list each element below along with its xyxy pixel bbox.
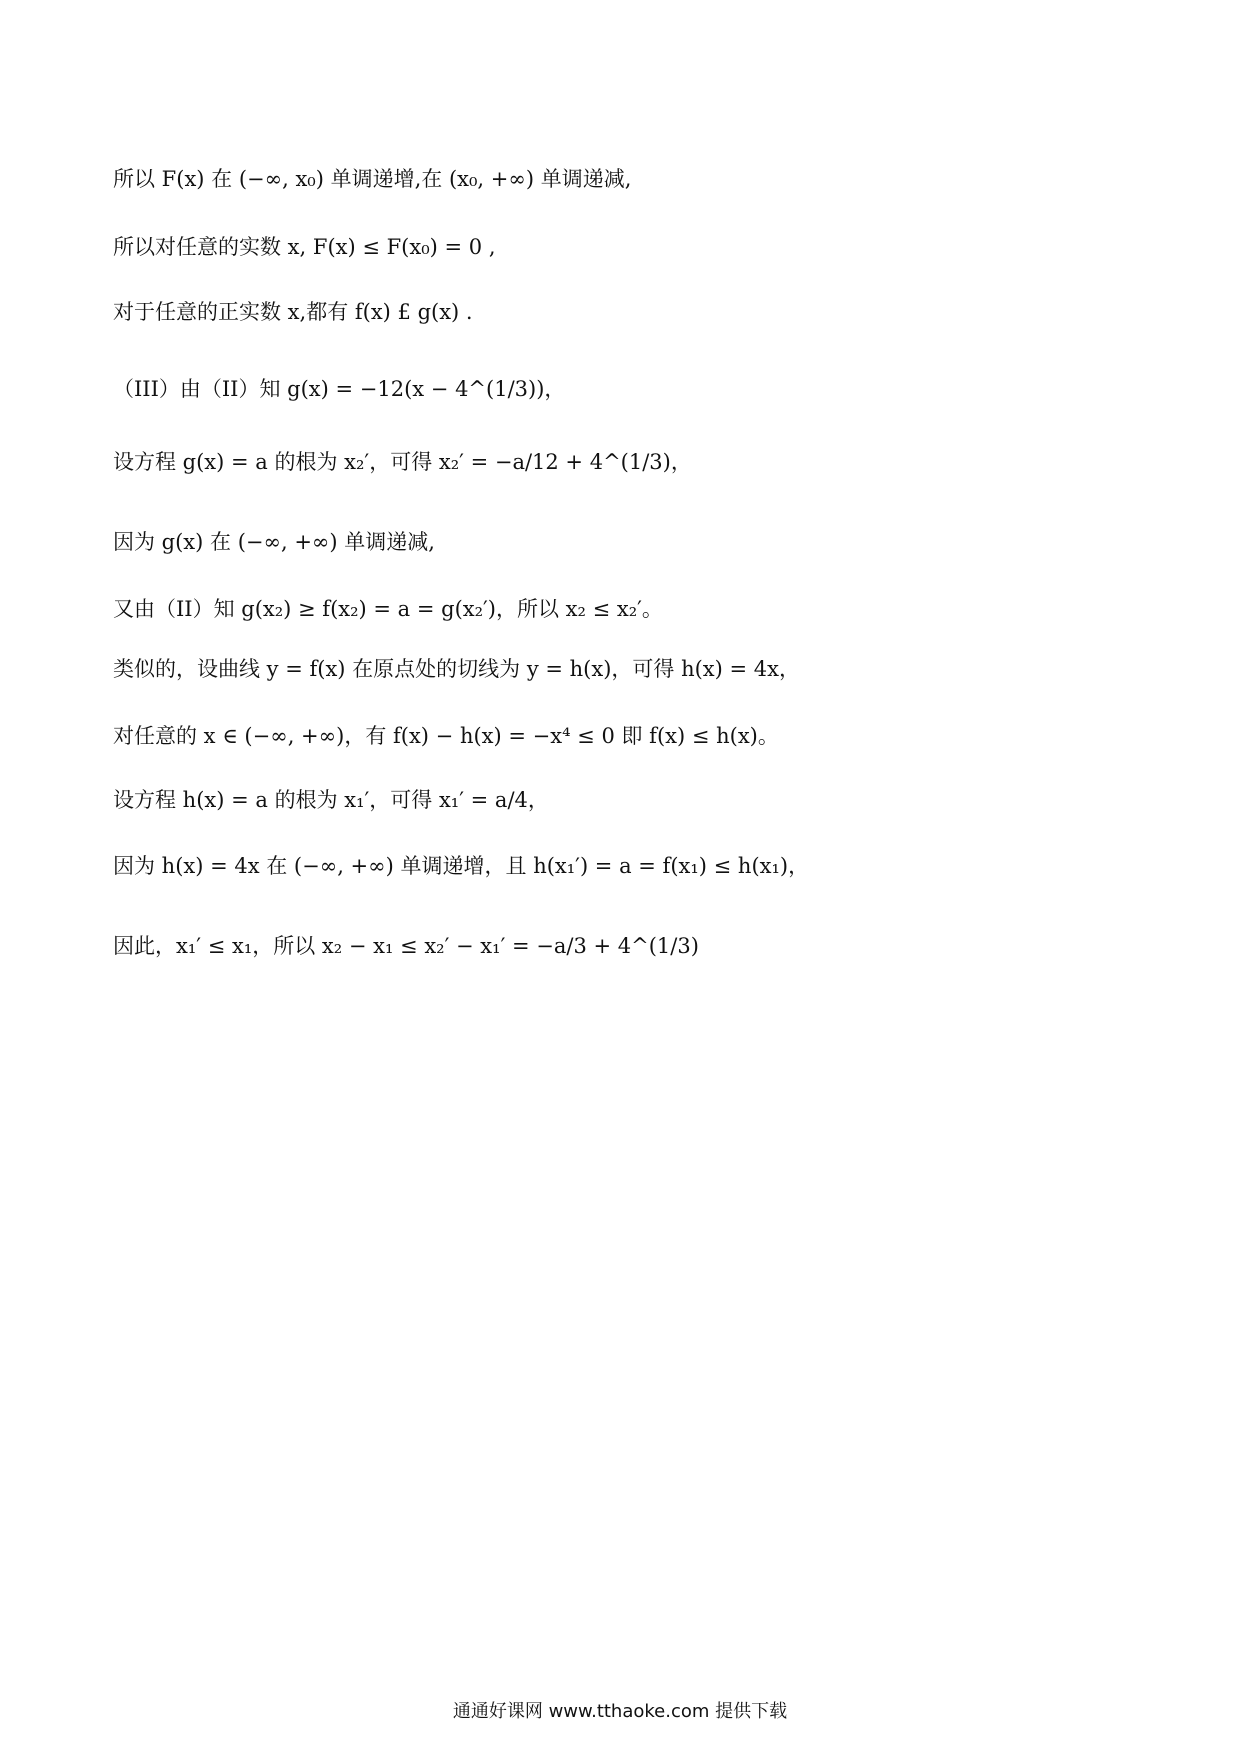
text-line-5: 设方程 g(x) = a 的根为 x₂′，可得 x₂′ = −a/12 + 4^(1/3)， xyxy=(113,450,692,474)
text-line-11: 因为 h(x) = 4x 在 (−∞, +∞) 单调递增，且 h(x₁′) = a = f(x₁) ≤ h(x₁)， xyxy=(113,854,810,878)
text-line-7: 又由（II）知 g(x₂) ≥ f(x₂) = a = g(x₂′)，所以 x₂ ≤ x₂′。 xyxy=(113,597,663,621)
text-line-1: 所以 F(x) 在 (−∞, x₀) 单调递增,在 (x₀, +∞) 单调递减, xyxy=(113,167,632,191)
text-line-3: 对于任意的正实数 x,都有 f(x) £ g(x) . xyxy=(113,300,473,324)
text-line-4: （III）由（II）知 g(x) = −12(x − 4^(1/3))， xyxy=(113,377,566,401)
page-footer: 通通好课网 www.tthaoke.com 提供下载 xyxy=(452,1701,788,1722)
text-line-9: 对任意的 x ∈ (−∞, +∞)，有 f(x) − h(x) = −x⁴ ≤ 0 即 f(x) ≤ h(x)。 xyxy=(113,724,779,748)
text-line-12: 因此，x₁′ ≤ x₁，所以 x₂ − x₁ ≤ x₂′ − x₁′ = −a/3 + 4^(1/3) xyxy=(113,934,699,958)
text-line-10: 设方程 h(x) = a 的根为 x₁′，可得 x₁′ = a/4， xyxy=(113,788,549,812)
text-line-2: 所以对任意的实数 x, F(x) ≤ F(x₀) = 0 , xyxy=(113,235,496,259)
text-line-6: 因为 g(x) 在 (−∞, +∞) 单调递减, xyxy=(113,530,435,554)
text-line-8: 类似的，设曲线 y = f(x) 在原点处的切线为 y = h(x)，可得 h(x) = 4x， xyxy=(113,657,800,681)
